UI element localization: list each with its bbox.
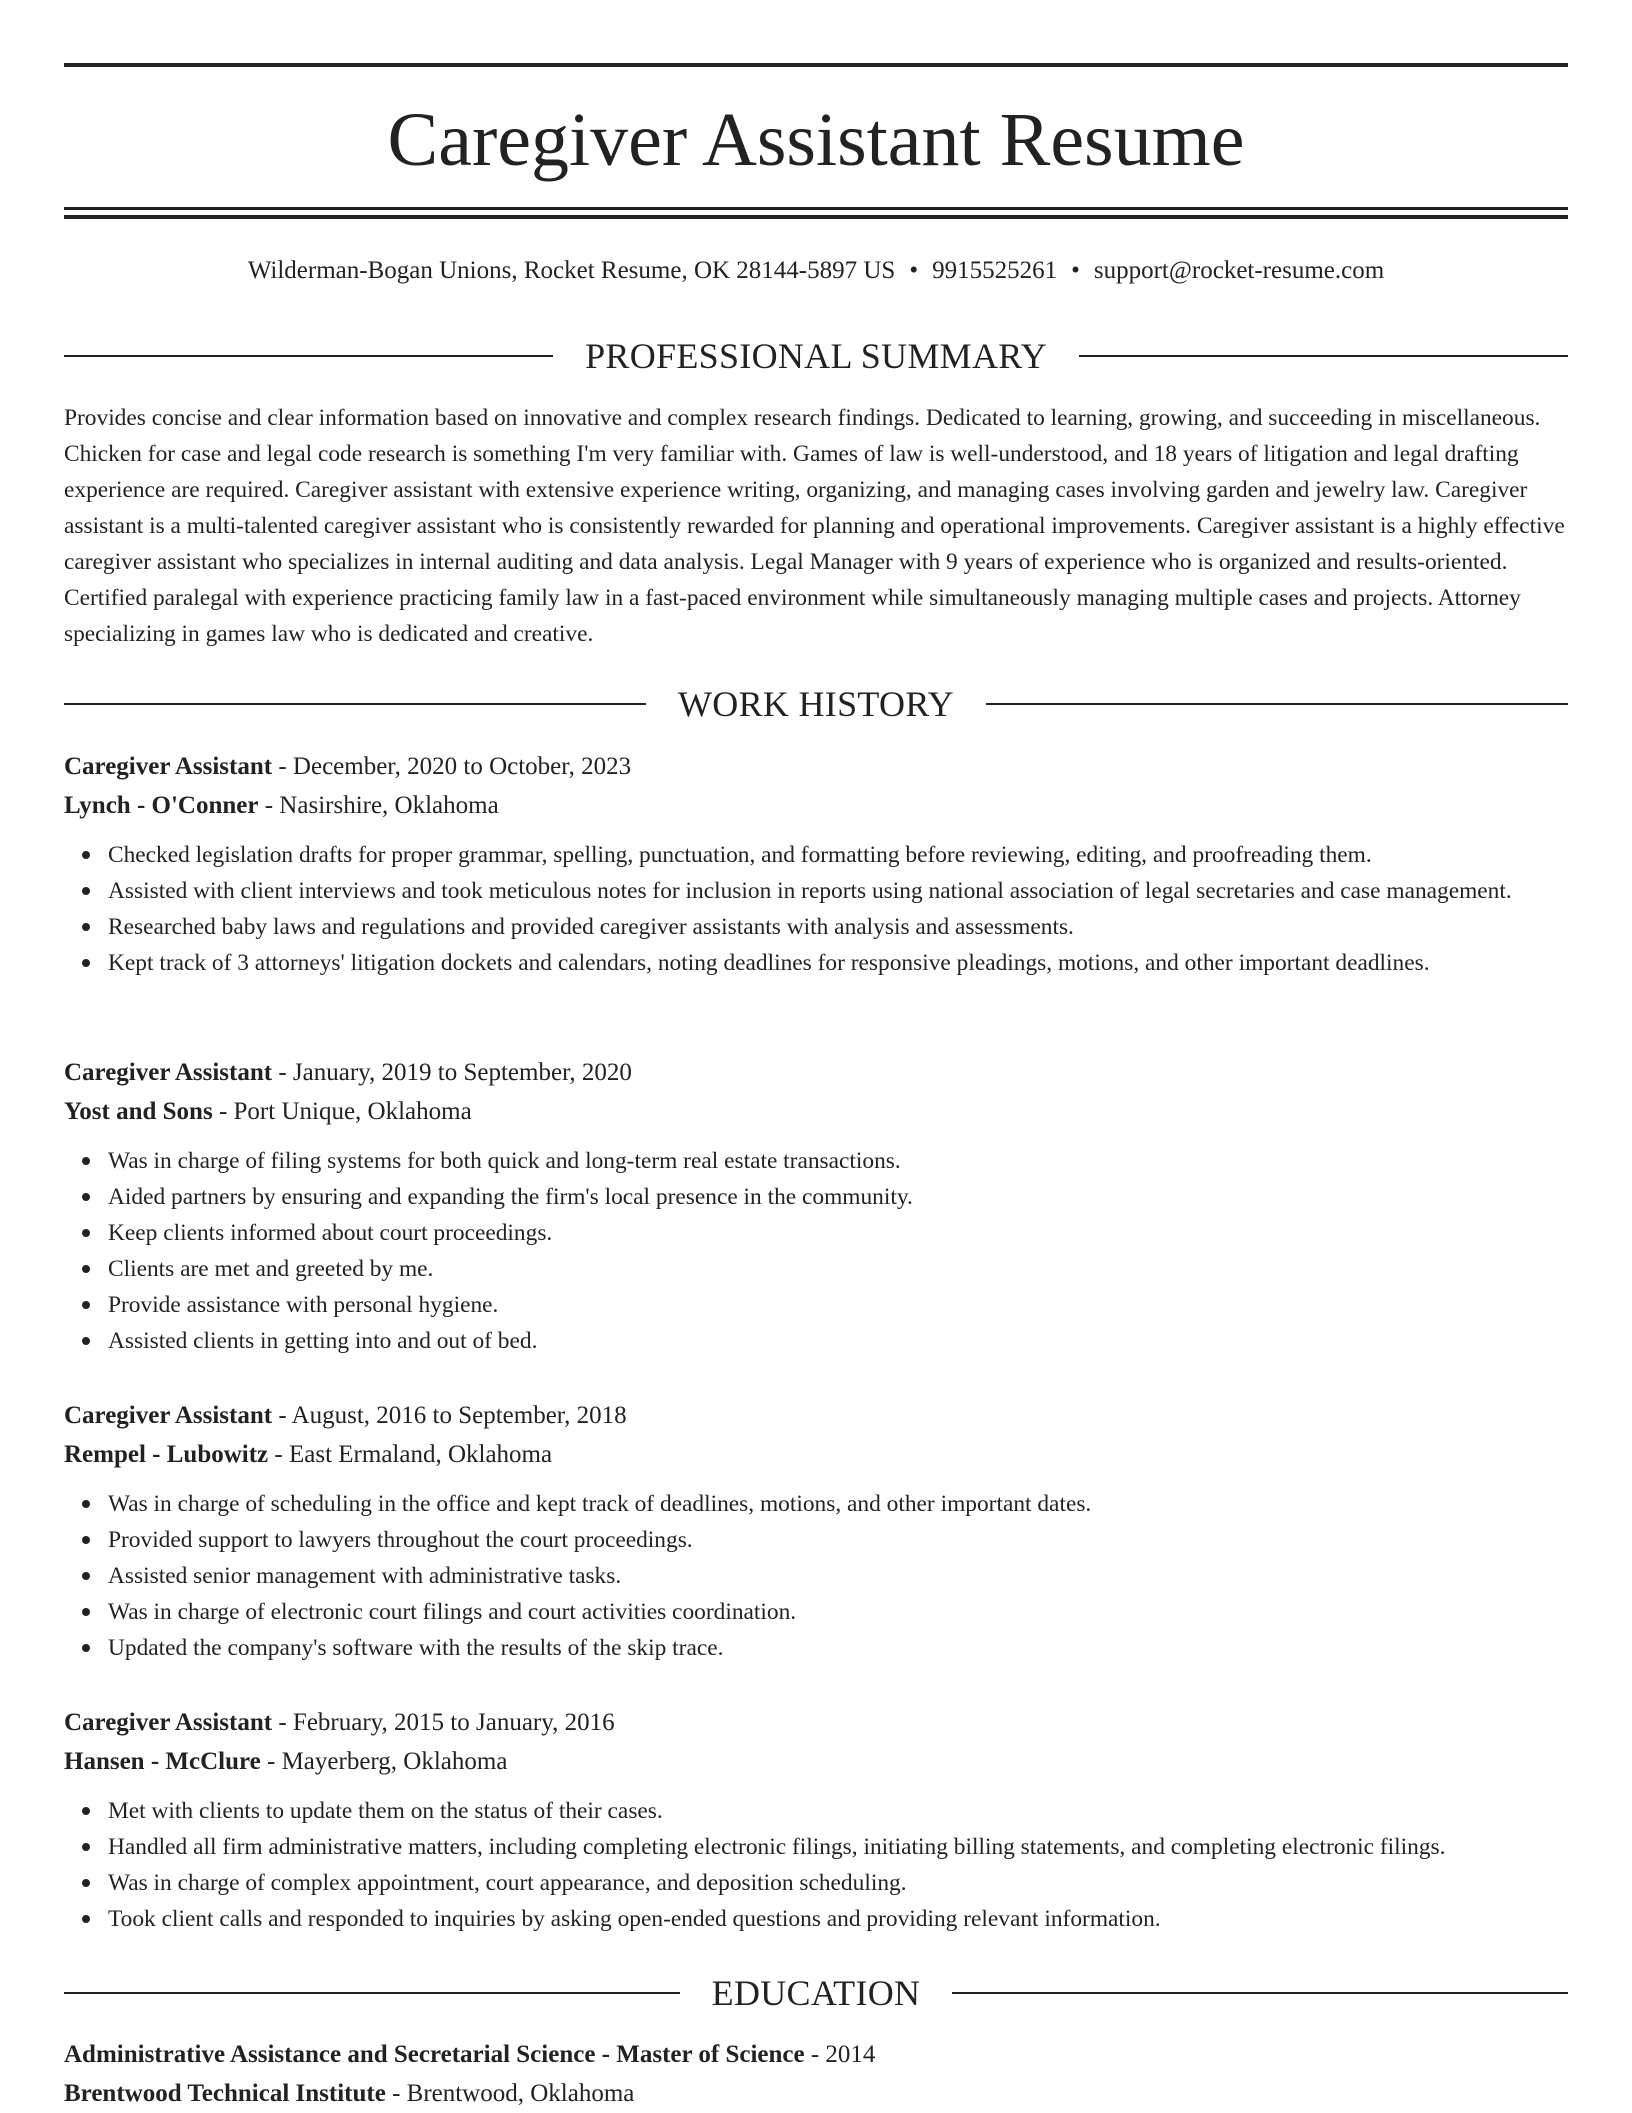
- contact-separator: •: [1071, 257, 1080, 284]
- education-school: Brentwood Technical Institute: [64, 2080, 386, 2107]
- job-title: Caregiver Assistant: [64, 753, 273, 780]
- job-company-line: [64, 1092, 1568, 1131]
- job-bullets: [64, 1143, 1568, 1359]
- job-company: Yost and Sons: [64, 1098, 213, 1125]
- job-entry: [64, 747, 1568, 981]
- job-bullet: Took client calls and responded to inquiries by asking open-ended questions and providing relevant information.: [108, 1901, 1568, 1937]
- job-bullet: Checked legislation drafts for proper grammar, spelling, punctuation, and formatting before reviewing, editing, and proofreading them.: [108, 837, 1568, 873]
- title-rule-lower: [64, 215, 1568, 219]
- education-entry: [64, 2035, 1568, 2113]
- education-degree-line: [64, 2035, 1568, 2074]
- summary-heading-label: PROFESSIONAL SUMMARY: [585, 336, 1047, 376]
- job-bullet: Provide assistance with personal hygiene.: [108, 1287, 1568, 1323]
- job-title-line: [64, 1396, 1568, 1435]
- job-title-line: [64, 1053, 1568, 1092]
- job-bullet: Aided partners by ensuring and expanding the firm's local presence in the community.: [108, 1179, 1568, 1215]
- job-bullet: Was in charge of electronic court filings and court activities coordination.: [108, 1594, 1568, 1630]
- page-title: Caregiver Assistant Resume: [387, 98, 1245, 182]
- job-dates: - August, 2016 to September, 2018: [272, 1402, 627, 1429]
- heading-rule: [952, 1992, 1568, 1994]
- job-location: - Nasirshire, Oklahoma: [258, 792, 499, 819]
- job-location: - East Ermaland, Oklahoma: [268, 1441, 553, 1468]
- job-title: Caregiver Assistant: [64, 1402, 273, 1429]
- education-heading-label: EDUCATION: [711, 1973, 921, 2013]
- job-bullets: [64, 837, 1568, 981]
- job-company: Hansen - McClure: [64, 1748, 261, 1775]
- job-company-line: [64, 1435, 1568, 1474]
- job-bullet: Updated the company's software with the results of the skip trace.: [108, 1630, 1568, 1666]
- education-heading: [64, 1971, 1568, 2015]
- job-entry: [64, 1053, 1568, 1359]
- job-entry: [64, 1703, 1568, 1937]
- education-school-line: [64, 2074, 1568, 2113]
- job-title: Caregiver Assistant: [64, 1709, 273, 1736]
- job-dates: - February, 2015 to January, 2016: [272, 1709, 615, 1736]
- job-company: Rempel - Lubowitz: [64, 1441, 269, 1468]
- contact-address: Wilderman-Bogan Unions, Rocket Resume, OK 28144-5897 US: [247, 257, 896, 284]
- heading-rule: [986, 703, 1568, 705]
- top-rule: [64, 63, 1568, 67]
- contact-separator: •: [909, 257, 919, 284]
- heading-rule: [64, 1992, 680, 1994]
- contact-email: support@rocket-resume.com: [1093, 257, 1385, 284]
- job-bullet: Was in charge of scheduling in the office and kept track of deadlines, motions, and other important dates.: [108, 1486, 1568, 1522]
- job-bullet: Kept track of 3 attorneys' litigation dockets and calendars, noting deadlines for responsive pleadings, motions, and other important deadlines.: [108, 945, 1568, 981]
- job-location: - Mayerberg, Oklahoma: [260, 1748, 508, 1775]
- work-history-heading-label: WORK HISTORY: [678, 684, 954, 724]
- job-bullets: [64, 1793, 1568, 1937]
- job-entry: [64, 1396, 1568, 1666]
- work-history-heading: [64, 682, 1568, 726]
- job-bullet: Handled all firm administrative matters, including completing electronic filings, initiating billing statements, and completing electronic filings.: [108, 1829, 1568, 1865]
- job-bullet: Assisted clients in getting into and out of bed.: [108, 1323, 1568, 1359]
- job-company-line: [64, 786, 1568, 825]
- job-title: Caregiver Assistant: [64, 1059, 273, 1086]
- heading-rule: [64, 703, 646, 705]
- title-rule-upper: [64, 207, 1568, 210]
- job-bullet: Clients are met and greeted by me.: [108, 1251, 1568, 1287]
- job-location: - Port Unique, Oklahoma: [212, 1098, 472, 1125]
- summary-text: Provides concise and clear information based on innovative and complex research findings. Dedicated to learning, growing, and succeeding in miscellaneous. Chicken for case and legal code research is something I'm very familiar with. Games of law is well-understood, and 18 years of litigation and legal drafting experience are required. Caregiver assistant with extensive experience writing, organizing, and managing cases involving garden and jewelry law. Caregiver assistant is a multi-talented caregiver assistant who is consistently rewarded for planning and operational improvements. Caregiver assistant is a highly effective caregiver assistant who specializes in internal auditing and data analysis. Legal Manager with 9 years of experience who is organized and results-oriented. Certified paralegal with experience practicing family law in a fast-paced environment while simultaneously managing multiple cases and projects. Attorney specializing in games law who is dedicated and creative.: [64, 405, 1565, 647]
- education-year: - 2014: [804, 2041, 876, 2068]
- job-company: Lynch - O'Conner: [64, 792, 259, 819]
- job-bullet: Keep clients informed about court proceedings.: [108, 1215, 1568, 1251]
- contact-phone: 9915525261: [932, 257, 1058, 284]
- job-bullets: [64, 1486, 1568, 1666]
- job-bullet: Provided support to lawyers throughout the court proceedings.: [108, 1522, 1568, 1558]
- heading-rule: [1079, 355, 1568, 357]
- job-bullet: Assisted senior management with administrative tasks.: [108, 1558, 1568, 1594]
- job-bullet: Met with clients to update them on the status of their cases.: [108, 1793, 1568, 1829]
- education-location: - Brentwood, Oklahoma: [385, 2080, 635, 2107]
- job-bullet: Was in charge of complex appointment, court appearance, and deposition scheduling.: [108, 1865, 1568, 1901]
- job-bullet: Researched baby laws and regulations and provided caregiver assistants with analysis and assessments.: [108, 909, 1568, 945]
- summary-heading: [64, 334, 1568, 378]
- job-company-line: [64, 1742, 1568, 1781]
- job-dates: - January, 2019 to September, 2020: [272, 1059, 632, 1086]
- job-title-line: [64, 747, 1568, 786]
- job-title-line: [64, 1703, 1568, 1742]
- heading-rule: [64, 355, 553, 357]
- job-bullet: Was in charge of filing systems for both quick and long-term real estate transactions.: [108, 1143, 1568, 1179]
- job-dates: - December, 2020 to October, 2023: [272, 753, 632, 780]
- contact-line: [64, 254, 1568, 288]
- education-degree: Administrative Assistance and Secretarial Science - Master of Science: [64, 2041, 805, 2068]
- job-bullet: Assisted with client interviews and took meticulous notes for inclusion in reports using national association of legal secretaries and case management.: [108, 873, 1568, 909]
